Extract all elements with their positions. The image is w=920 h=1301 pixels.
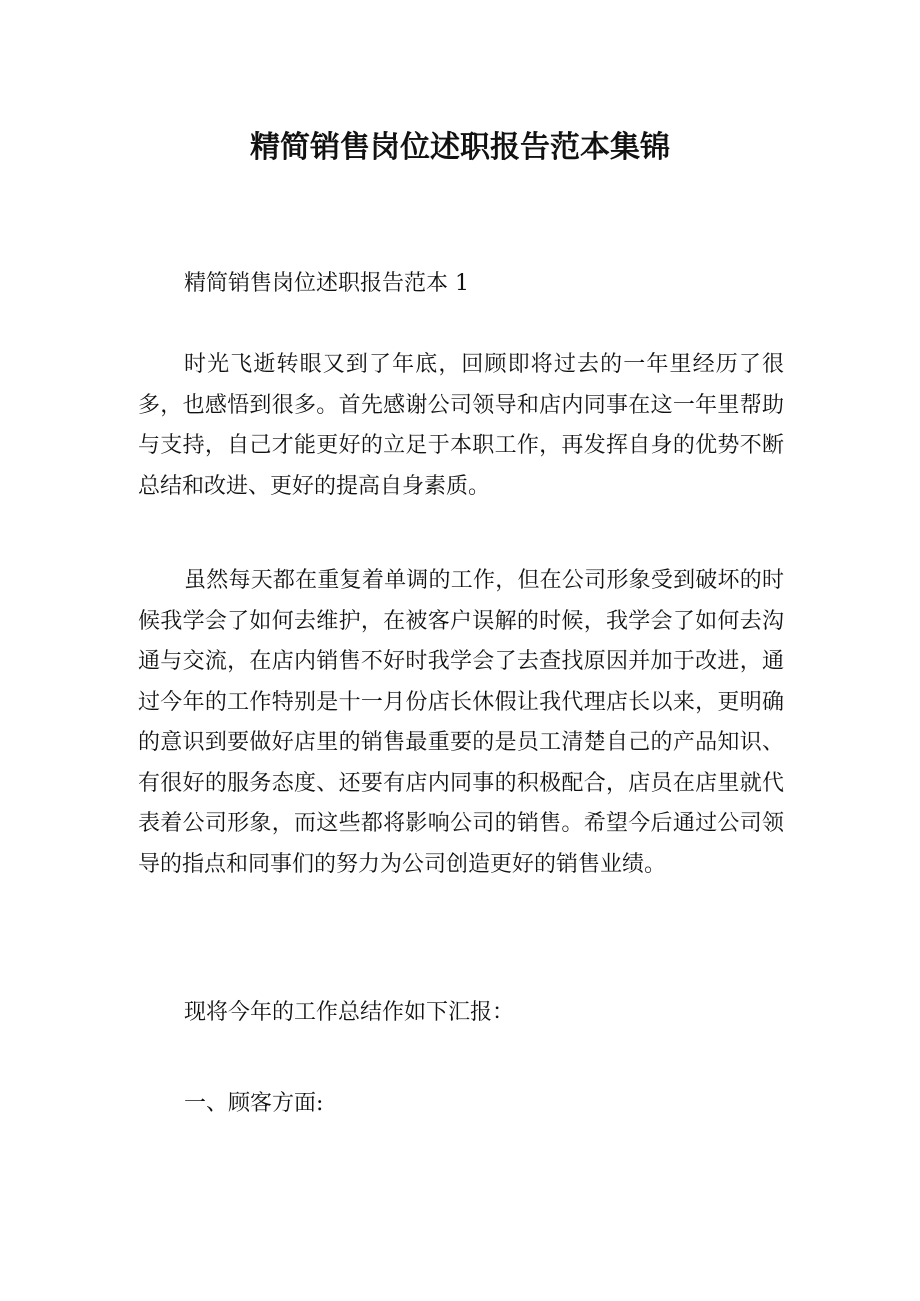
document-title: 精简销售岗位述职报告范本集锦 — [250, 130, 670, 165]
subheading-customer: 一、顾客方面: — [184, 1091, 324, 1116]
paragraph-1: 时光飞逝转眼又到了年底，回顾即将过去的一年里经历了很多，也感悟到很多。首先感谢公司领导和店内同事在这一年里帮助与支持，自己才能更好的立足于本职工作，再发挥自身的优势不断总结和改进、更好的提高自身素质。 — [138, 352, 784, 499]
section-heading: 精简销售岗位述职报告范本 1 — [184, 271, 469, 296]
paragraph-2: 虽然每天都在重复着单调的工作，但在公司形象受到破坏的时候我学会了如何去维护，在被客户误解的时候，我学会了如何去沟通与交流，在店内销售不好时我学会了去查找原因并加于改进，通过今年的工作特别是十一月份店长休假让我代理店长以来，更明确的意识到要做好店里的销售最重要的是员工清楚自己的产品知识、有很好的服务态度、还要有店内同事的积极配合，店员在店里就代表着公司形象，而这些都将影响公司的销售。希望今后通过公司领导的指点和同事们的努力为公司创造更好的销售业绩。 — [138, 568, 784, 877]
summary-intro: 现将今年的工作总结作如下汇报： — [184, 1000, 515, 1025]
